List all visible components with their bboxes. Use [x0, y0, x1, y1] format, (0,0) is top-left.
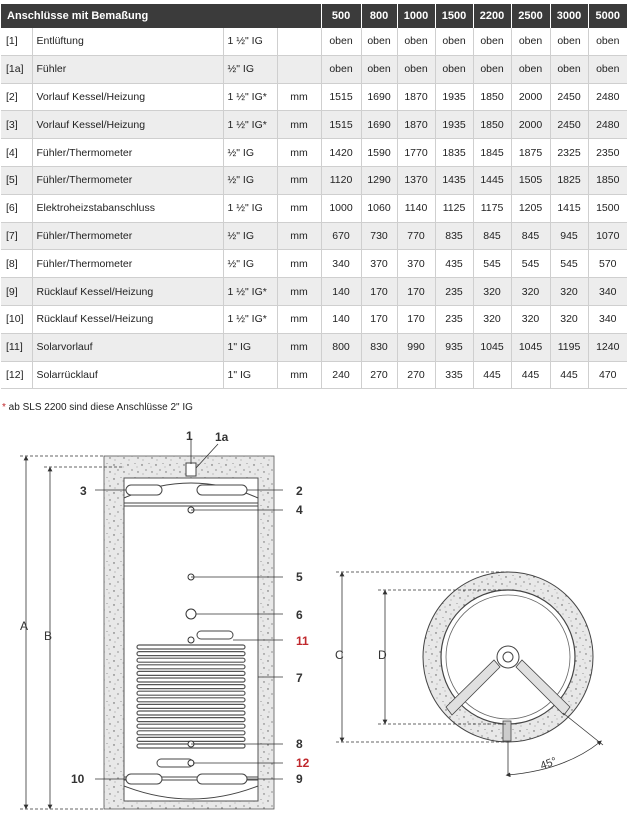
height-value: oben: [473, 55, 511, 83]
connection-id: [7]: [1, 222, 32, 250]
table-row: [1, 55, 627, 83]
height-value: 1850: [588, 166, 627, 194]
label-11: 11: [296, 634, 309, 648]
unit: mm: [277, 166, 321, 194]
connection-id: [8]: [1, 250, 32, 278]
height-value: oben: [361, 28, 397, 55]
height-value: 1875: [511, 139, 550, 167]
height-value: 845: [473, 222, 511, 250]
height-value: 340: [588, 278, 627, 306]
unit: mm: [277, 361, 321, 389]
height-value: 340: [321, 250, 361, 278]
unit: mm: [277, 305, 321, 333]
connection-name: Solarvorlauf: [32, 333, 223, 361]
unit: mm: [277, 111, 321, 139]
connection-name: Fühler/Thermometer: [32, 139, 223, 167]
size-header: 1500: [435, 4, 473, 28]
thread-size: ½" IG: [223, 55, 277, 83]
height-value: 2000: [511, 83, 550, 111]
height-value: oben: [435, 55, 473, 83]
connection-name: Fühler/Thermometer: [32, 250, 223, 278]
thread-size: 1 ½" IG: [223, 194, 277, 222]
thread-size: 1 ½" IG*: [223, 83, 277, 111]
connection-name: Fühler/Thermometer: [32, 222, 223, 250]
height-value: 240: [321, 361, 361, 389]
connection-id: [1]: [1, 28, 32, 55]
height-value: 370: [397, 250, 435, 278]
connection-id: [1a]: [1, 55, 32, 83]
height-value: 2000: [511, 111, 550, 139]
height-value: 335: [435, 361, 473, 389]
table-row: [1, 222, 627, 250]
thread-size: ½" IG: [223, 250, 277, 278]
label-9: 9: [296, 772, 303, 786]
thread-size: ½" IG: [223, 166, 277, 194]
tank-drawing: [0, 420, 630, 825]
height-value: 1420: [321, 139, 361, 167]
thread-size: ½" IG: [223, 222, 277, 250]
height-value: 1935: [435, 111, 473, 139]
height-value: 800: [321, 333, 361, 361]
height-value: 1045: [511, 333, 550, 361]
size-header: 500: [321, 4, 361, 28]
height-value: 670: [321, 222, 361, 250]
unit: mm: [277, 194, 321, 222]
height-value: 1000: [321, 194, 361, 222]
unit: mm: [277, 222, 321, 250]
height-value: 320: [550, 278, 588, 306]
connection-id: [4]: [1, 139, 32, 167]
height-value: 545: [550, 250, 588, 278]
height-value: 445: [473, 361, 511, 389]
connection-id: [9]: [1, 278, 32, 306]
size-header: 800: [361, 4, 397, 28]
label-2: 2: [296, 484, 303, 498]
connection-name: Fühler: [32, 55, 223, 83]
thread-size: 1 ½" IG*: [223, 305, 277, 333]
thread-size: 1 ½" IG: [223, 28, 277, 55]
height-value: 730: [361, 222, 397, 250]
connection-name: Elektroheizstabanschluss: [32, 194, 223, 222]
label-A: A: [20, 619, 29, 633]
thread-size: ½" IG: [223, 139, 277, 167]
height-value: 170: [361, 305, 397, 333]
table-header-row: [1, 4, 627, 28]
label-6: 6: [296, 608, 303, 622]
height-value: 545: [473, 250, 511, 278]
height-value: 1205: [511, 194, 550, 222]
height-value: 830: [361, 333, 397, 361]
height-value: 170: [397, 305, 435, 333]
table-row: [1, 111, 627, 139]
label-4: 4: [296, 503, 303, 517]
height-value: 1515: [321, 83, 361, 111]
height-value: 320: [473, 278, 511, 306]
height-value: 1690: [361, 111, 397, 139]
height-value: 170: [361, 278, 397, 306]
height-value: 370: [361, 250, 397, 278]
height-value: 845: [511, 222, 550, 250]
label-3: 3: [80, 484, 87, 498]
height-value: 1690: [361, 83, 397, 111]
label-5: 5: [296, 570, 303, 584]
height-value: oben: [361, 55, 397, 83]
height-value: 445: [511, 361, 550, 389]
thread-size: 1" IG: [223, 361, 277, 389]
height-value: 1590: [361, 139, 397, 167]
height-value: 445: [550, 361, 588, 389]
height-value: 2480: [588, 111, 627, 139]
size-header: 5000: [588, 4, 627, 28]
connection-id: [12]: [1, 361, 32, 389]
height-value: 1195: [550, 333, 588, 361]
connection-id: [2]: [1, 83, 32, 111]
height-value: oben: [397, 55, 435, 83]
height-value: 1415: [550, 194, 588, 222]
thread-size: 1 ½" IG*: [223, 278, 277, 306]
table-title: Anschlüsse mit Bemaßung: [1, 4, 321, 28]
height-value: 235: [435, 305, 473, 333]
thread-size: 1 ½" IG*: [223, 111, 277, 139]
height-value: 320: [511, 305, 550, 333]
height-value: 470: [588, 361, 627, 389]
height-value: 1870: [397, 111, 435, 139]
height-value: 2325: [550, 139, 588, 167]
table-row: [1, 333, 627, 361]
unit: [277, 55, 321, 83]
table-row: [1, 28, 627, 55]
height-value: 1120: [321, 166, 361, 194]
height-value: 435: [435, 250, 473, 278]
label-1: 1: [186, 429, 193, 443]
connection-name: Vorlauf Kessel/Heizung: [32, 83, 223, 111]
size-header: 2200: [473, 4, 511, 28]
height-value: oben: [550, 28, 588, 55]
table-row: [1, 83, 627, 111]
connection-id: [6]: [1, 194, 32, 222]
height-value: 545: [511, 250, 550, 278]
height-value: 1175: [473, 194, 511, 222]
unit: mm: [277, 250, 321, 278]
label-D: D: [378, 648, 387, 662]
height-value: 1045: [473, 333, 511, 361]
size-header: 2500: [511, 4, 550, 28]
table-row: [1, 361, 627, 389]
height-value: 1850: [473, 83, 511, 111]
table-row: [1, 250, 627, 278]
unit: mm: [277, 333, 321, 361]
height-value: 1070: [588, 222, 627, 250]
connection-id: [11]: [1, 333, 32, 361]
height-value: 990: [397, 333, 435, 361]
height-value: 1060: [361, 194, 397, 222]
connection-name: Vorlauf Kessel/Heizung: [32, 111, 223, 139]
footnote: [2, 402, 193, 413]
label-B: B: [44, 629, 53, 643]
height-value: oben: [588, 28, 627, 55]
height-value: 1435: [435, 166, 473, 194]
height-value: 340: [588, 305, 627, 333]
height-value: oben: [588, 55, 627, 83]
height-value: 1935: [435, 83, 473, 111]
height-value: oben: [511, 55, 550, 83]
table-row: [1, 166, 627, 194]
top-view: [423, 572, 603, 775]
footnote-text: ab SLS 2200 sind diese Anschlüsse 2" IG: [5, 402, 193, 413]
connections-table: [1, 4, 627, 389]
connection-name: Rücklauf Kessel/Heizung: [32, 278, 223, 306]
height-value: 320: [550, 305, 588, 333]
height-value: 1140: [397, 194, 435, 222]
table-row: [1, 139, 627, 167]
connection-name: Solarrücklauf: [32, 361, 223, 389]
height-value: 2450: [550, 83, 588, 111]
thread-size: 1" IG: [223, 333, 277, 361]
height-value: 770: [397, 222, 435, 250]
height-value: 140: [321, 305, 361, 333]
height-value: 1125: [435, 194, 473, 222]
height-value: 2350: [588, 139, 627, 167]
label-10: 10: [71, 772, 85, 786]
connection-name: Rücklauf Kessel/Heizung: [32, 305, 223, 333]
height-value: 1240: [588, 333, 627, 361]
height-value: 270: [397, 361, 435, 389]
size-header: 3000: [550, 4, 588, 28]
height-value: oben: [550, 55, 588, 83]
connection-name: Fühler/Thermometer: [32, 166, 223, 194]
size-header: 1000: [397, 4, 435, 28]
height-value: 570: [588, 250, 627, 278]
connection-id: [5]: [1, 166, 32, 194]
height-value: 1770: [397, 139, 435, 167]
table-row: [1, 305, 627, 333]
height-value: 1850: [473, 111, 511, 139]
height-value: 2480: [588, 83, 627, 111]
height-value: 945: [550, 222, 588, 250]
height-value: 835: [435, 222, 473, 250]
height-value: 1845: [473, 139, 511, 167]
height-value: oben: [435, 28, 473, 55]
height-value: 270: [361, 361, 397, 389]
unit: mm: [277, 139, 321, 167]
height-value: 1500: [588, 194, 627, 222]
height-value: oben: [397, 28, 435, 55]
height-value: 1870: [397, 83, 435, 111]
connection-name: Entlüftung: [32, 28, 223, 55]
height-value: 320: [511, 278, 550, 306]
height-value: 170: [397, 278, 435, 306]
unit: mm: [277, 83, 321, 111]
height-value: 1505: [511, 166, 550, 194]
label-7: 7: [296, 671, 303, 685]
height-value: 1370: [397, 166, 435, 194]
label-angle: 45°: [538, 755, 559, 773]
height-value: oben: [511, 28, 550, 55]
label-8: 8: [296, 737, 303, 751]
height-value: 935: [435, 333, 473, 361]
height-value: oben: [321, 28, 361, 55]
height-value: oben: [321, 55, 361, 83]
height-value: 1835: [435, 139, 473, 167]
height-value: 1515: [321, 111, 361, 139]
footnote-star: *: [2, 402, 6, 413]
connection-id: [3]: [1, 111, 32, 139]
height-value: 235: [435, 278, 473, 306]
label-1a: 1a: [215, 430, 229, 444]
height-value: 1445: [473, 166, 511, 194]
height-value: 2450: [550, 111, 588, 139]
height-value: 140: [321, 278, 361, 306]
table-row: [1, 278, 627, 306]
height-value: oben: [473, 28, 511, 55]
unit: mm: [277, 278, 321, 306]
label-C: C: [335, 648, 344, 662]
connection-id: [10]: [1, 305, 32, 333]
height-value: 320: [473, 305, 511, 333]
unit: [277, 28, 321, 55]
height-value: 1825: [550, 166, 588, 194]
table-row: [1, 194, 627, 222]
label-12: 12: [296, 756, 310, 770]
height-value: 1290: [361, 166, 397, 194]
